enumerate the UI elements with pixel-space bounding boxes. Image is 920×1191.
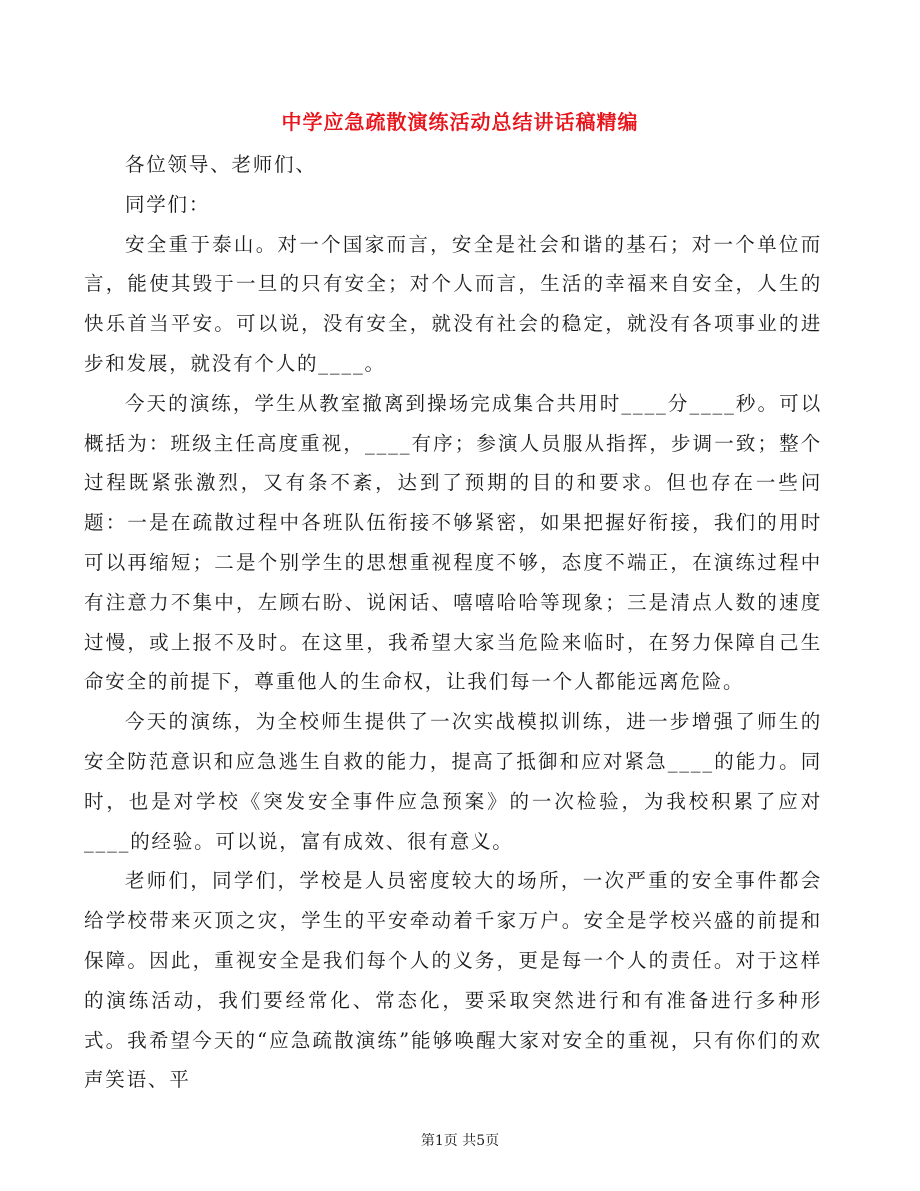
paragraph-safety-importance: 安全重于泰山。对一个国家而言，安全是社会和谐的基石；对一个单位而言，能使其毁于一旦的只有安全；对个人而言，生活的幸福来自安全，人生的快乐首当平安。可以说，没有安全，就没有社会的稳定，就没有各项事业的进步和发展，就没有个人的____。 [84,232,822,375]
paragraph-drill-significance: 今天的演练，为全校师生提供了一次实战模拟训练，进一步增强了师生的安全防范意识和应急逃生自救的能力，提高了抵御和应对紧急____的能力。同时，也是对学校《突发安全事件应急预案》的一次检验，为我校积累了应对____的经验。可以说，富有成效、很有意义。 [84,710,822,853]
paragraph-drill-summary: 今天的演练，学生从教室撤离到操场完成集合共用时____分____秒。可以概括为：班级主任高度重视，____有序；参演人员服从指挥，步调一致；整个过程既紧张激烈，又有条不紊，达到了预期的目的和要求。但也存在一些问题：一是在疏散过程中各班队伍衔接不够紧密，如果把握好衔接，我们的用时可以再缩短；二是个别学生的思想重视程度不够，态度不端正，在演练过程中有注意力不集中，左顾右盼、说闲话、嘻嘻哈哈等现象；三是清点人数的速度过慢，或上报不及时。在这里，我希望大家当危险来临时，在努力保障自己生命安全的前提下，尊重他人的生命权，让我们每一个人都能远离危险。 [84,391,822,694]
salutation-line-1: 各位领导、老师们、 [124,153,317,176]
page-number-footer: 第1页 共5页 [420,1133,500,1149]
document-body [84,145,822,1100]
paragraph-safety-responsibility: 老师们，同学们，学校是人员密度较大的场所，一次严重的安全事件都会给学校带来灭顶之灾，学生的平安牵动着千家万户。安全是学校兴盛的前提和保障。因此，重视安全是我们每个人的义务，更是每一个人的责任。对于这样的演练活动，我们要经常化、常态化，要采取突然进行和有准备进行多种形式。我希望今天的“应急疏散演练”能够唤醒大家对安全的重视，只有你们的欢声笑语、平 [84,869,822,1092]
salutation-line-2: 同学们： [124,192,211,216]
document-title: 中学应急疏散演练活动总结讲话稿精编 [281,110,639,134]
